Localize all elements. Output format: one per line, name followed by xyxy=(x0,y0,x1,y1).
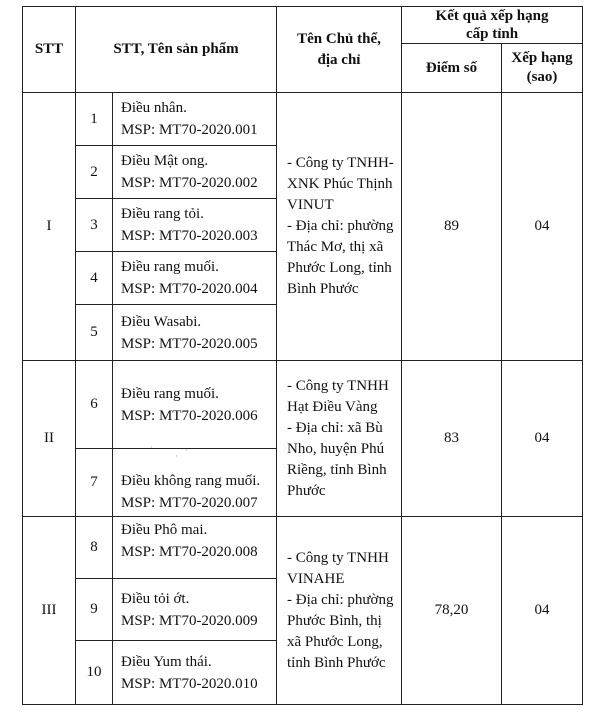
product-code: MSP: MT70-2020.005 xyxy=(121,335,258,352)
header-owner-line2: địa chỉ xyxy=(317,51,361,68)
product-name: Điều rang tỏi. xyxy=(121,206,204,222)
score-value: 78,20 xyxy=(402,517,502,705)
header-stt: STT xyxy=(23,7,76,93)
header-result-line1: Kết quả xếp hạng xyxy=(435,8,549,24)
product-cell xyxy=(113,305,277,361)
product-cell xyxy=(113,449,277,517)
product-name: Điều không rang muối. xyxy=(121,473,261,489)
product-code: MSP: MT70-2020.001 xyxy=(121,122,258,138)
score-value: 89 xyxy=(402,93,502,361)
product-name: Điều rang muối. xyxy=(121,385,219,402)
header-rank xyxy=(502,44,583,93)
product-no: 7 xyxy=(76,449,113,517)
product-no: 4 xyxy=(76,252,113,305)
product-cell xyxy=(113,146,277,199)
owner-line: tỉnh Bình Phước xyxy=(287,654,386,671)
product-name: Điều Yum thái. xyxy=(121,653,212,670)
owner-line: Nho, huyện Phú xyxy=(287,440,385,457)
owner-line: - Địa chỉ: phường xyxy=(287,218,394,234)
product-cell xyxy=(113,93,277,146)
group-stt: II xyxy=(23,361,76,517)
product-no: 6 xyxy=(76,361,113,449)
owner-cell xyxy=(277,361,402,517)
scan-speck: · xyxy=(150,443,153,453)
rank-value: 04 xyxy=(502,361,583,517)
header-owner xyxy=(277,7,402,93)
scan-speck: · xyxy=(175,452,178,462)
table-row xyxy=(23,361,583,449)
owner-cell xyxy=(277,93,402,361)
product-name: Điều rang muối. xyxy=(121,259,219,275)
owner-line: - Công ty TNHH xyxy=(287,549,389,566)
header-result xyxy=(402,7,583,44)
header-result-line2: cấp tỉnh xyxy=(465,26,519,42)
product-cell xyxy=(113,641,277,705)
ranking-table xyxy=(22,6,583,705)
group-stt: III xyxy=(23,517,76,705)
owner-line: - Công ty TNHH- xyxy=(287,155,394,171)
product-code: MSP: MT70-2020.004 xyxy=(121,281,258,297)
product-cell xyxy=(113,252,277,305)
product-code: MSP: MT70-2020.008 xyxy=(121,544,258,560)
rank-value: 04 xyxy=(502,517,583,705)
product-cell xyxy=(113,199,277,252)
owner-line: - Công ty TNHH xyxy=(287,377,389,394)
product-no: 3 xyxy=(76,199,113,252)
group-stt: I xyxy=(23,93,76,361)
product-no: 8 xyxy=(76,517,113,579)
owner-line: - Địa chỉ: phường xyxy=(287,591,394,608)
owner-line: xã Phước Long, xyxy=(287,633,383,650)
owner-line: XNK Phúc Thịnh xyxy=(287,176,393,192)
product-name: Điều tỏi ớt. xyxy=(121,590,190,607)
product-name: Điều Wasabi. xyxy=(121,313,202,330)
owner-line: Phước Bình, thị xyxy=(287,612,382,629)
owner-line: Hạt Điều Vàng xyxy=(287,398,378,415)
owner-line: Thác Mơ, thị xã xyxy=(287,239,384,255)
product-no: 2 xyxy=(76,146,113,199)
product-code: MSP: MT70-2020.010 xyxy=(121,675,258,692)
header-owner-line1: Tên Chủ thể, xyxy=(297,30,381,47)
product-code: MSP: MT70-2020.009 xyxy=(121,612,258,629)
header-product: STT, Tên sản phẩm xyxy=(76,7,277,93)
owner-line: Phước Long, tỉnh xyxy=(287,260,392,276)
rank-value: 04 xyxy=(502,93,583,361)
product-cell xyxy=(113,361,277,449)
product-code: MSP: MT70-2020.002 xyxy=(121,175,258,191)
product-code: MSP: MT70-2020.003 xyxy=(121,228,258,244)
owner-line: VINAHE xyxy=(287,570,345,587)
product-code: MSP: MT70-2020.007 xyxy=(121,495,258,511)
owner-line: VINUT xyxy=(287,197,334,213)
product-no: 5 xyxy=(76,305,113,361)
header-rank-line2: (sao) xyxy=(526,69,558,85)
owner-line: - Địa chỉ: xã Bù xyxy=(287,419,383,436)
owner-line: Riềng, tỉnh Bình xyxy=(287,461,387,478)
product-no: 10 xyxy=(76,641,113,705)
table-row xyxy=(23,93,583,146)
owner-line: Bình Phước xyxy=(287,281,359,297)
product-name: Điều Mật ong. xyxy=(121,153,209,169)
product-no: 9 xyxy=(76,579,113,641)
product-name: Điều Phô mai. xyxy=(121,522,208,538)
product-name: Điều nhân. xyxy=(121,100,187,116)
header-rank-line1: Xếp hạng xyxy=(511,50,573,66)
table-row xyxy=(23,517,583,579)
header-score: Điểm số xyxy=(402,44,502,93)
product-no: 1 xyxy=(76,93,113,146)
owner-line: Phước xyxy=(287,482,326,499)
score-value: 83 xyxy=(402,361,502,517)
product-cell xyxy=(113,517,277,579)
product-cell xyxy=(113,579,277,641)
owner-cell xyxy=(277,517,402,705)
product-code: MSP: MT70-2020.006 xyxy=(121,407,258,424)
scan-speck: · xyxy=(185,446,188,456)
